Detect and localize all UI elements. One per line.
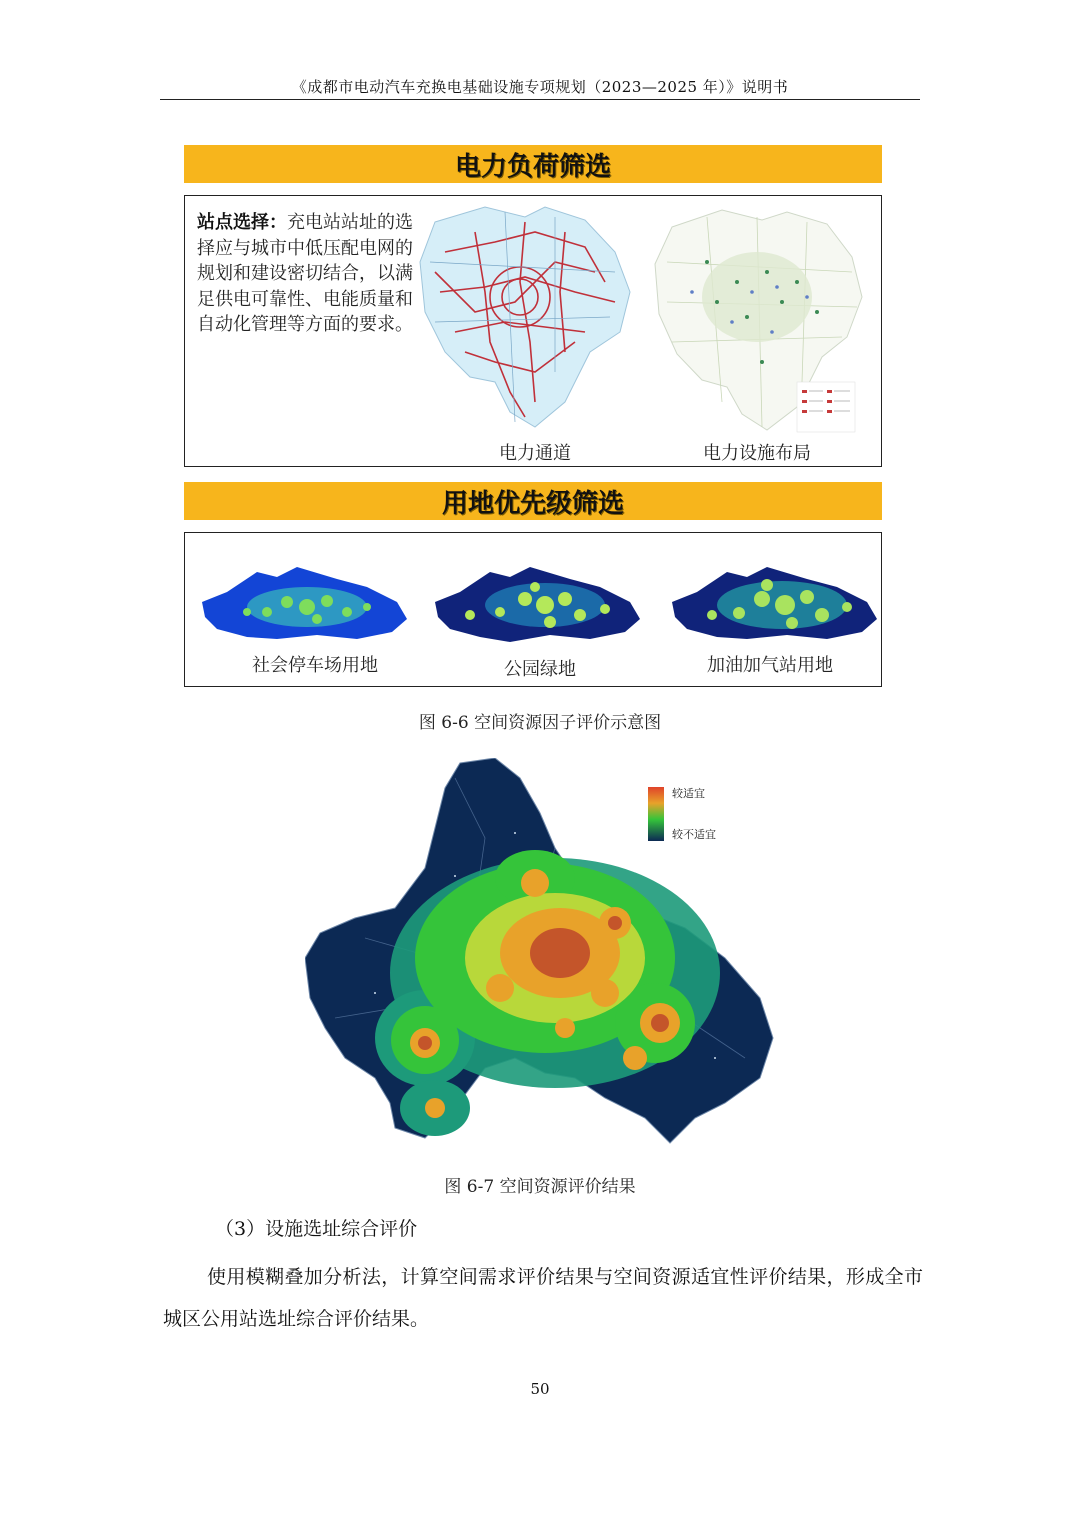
park-green-label: 公园绿地 [504,659,576,680]
legend-low-label: 较不适宜 [672,828,716,841]
figure-6-6-caption: 图 6-6 空间资源因子评价示意图 [418,713,662,733]
park-green-map [430,557,642,645]
land-priority-banner: 用地优先级筛选 [184,482,882,520]
power-panel [184,195,882,467]
legend-high-label: 较适宜 [672,787,705,800]
parking-land-label: 社会停车场用地 [252,655,378,676]
document-header: 《成都市电动汽车充换电基础设施专项规划（2023—2025 年）》说明书 [291,78,789,96]
site-selection-text [197,210,419,338]
power-channel-label: 电力通道 [499,443,571,464]
figure-6-7-caption: 图 6-7 空间资源评价结果 [444,1177,636,1197]
land-use-panel [184,532,882,687]
power-load-banner: 电力负荷筛选 [184,145,882,183]
header-rule [160,99,920,100]
power-facility-map [647,202,875,442]
body-paragraph: 使用模糊叠加分析法，计算空间需求评价结果与空间资源适宜性评价结果，形成全市城区公用站选址综合评价结果。 [163,1266,923,1330]
section-heading: （3）设施选址综合评价 [215,1218,418,1240]
gas-station-map [667,557,879,642]
page-number: 50 [530,1380,550,1398]
power-channel-map [415,202,633,432]
spatial-resource-map [305,758,775,1146]
site-selection-body: 充电站站址的选择应与城市中低压配电网的规划和建设密切结合，以满足供电可靠性、电能质量和自动化管理等方面的要求。 [197,212,413,335]
power-facility-label: 电力设施布局 [703,443,811,464]
site-selection-label: 站点选择： [197,212,287,233]
parking-land-map [197,557,409,642]
gas-station-label: 加油加气站用地 [707,655,833,676]
legend-gradient [648,787,664,841]
